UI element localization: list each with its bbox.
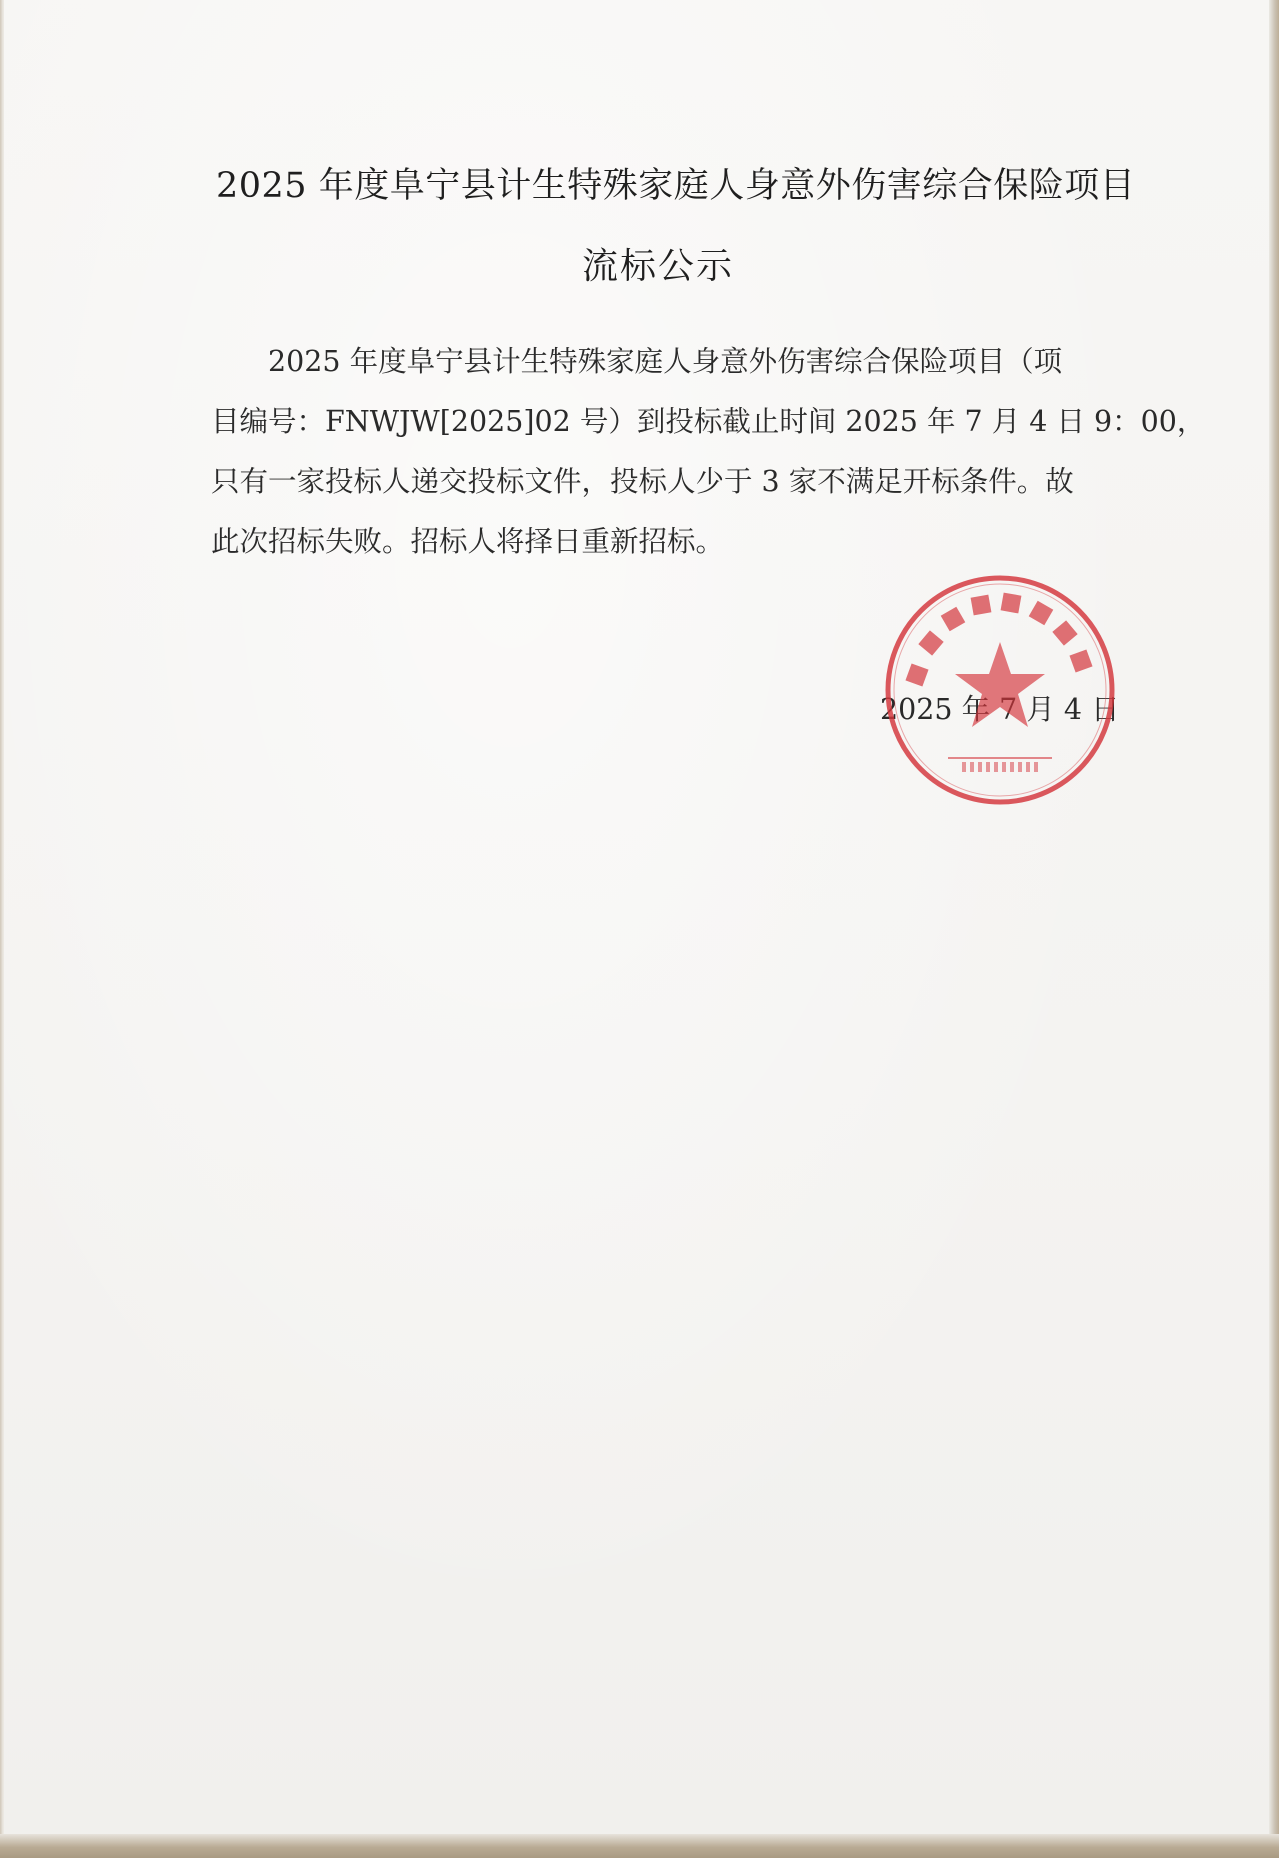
body-line: 只有一家投标人递交投标文件，投标人少于 3 家不满足开标条件。故 [211, 465, 1074, 498]
document-title: 2025 年度阜宁县计生特殊家庭人身意外伤害综合保险项目 [216, 166, 1136, 206]
notice-body [211, 332, 1206, 572]
body-line: 2025 年度阜宁县计生特殊家庭人身意外伤害综合保险项目（项 [268, 345, 1063, 378]
body-line: 此次招标失败。招标人将择日重新招标。 [211, 525, 725, 558]
paper-sheet [4, 0, 1270, 1836]
scan-bottom-edge [0, 1834, 1279, 1858]
company-seal-icon [878, 568, 1122, 812]
document-subtitle: 流标公示 [582, 246, 735, 287]
issue-date: 2025 年 7 月 4 日 [880, 693, 1120, 726]
body-line: 目编号：FNWJW[2025]02 号）到投标截止时间 2025 年 7 月 4 日 9：00， [211, 405, 1206, 438]
scan-right-edge [1269, 0, 1279, 1858]
